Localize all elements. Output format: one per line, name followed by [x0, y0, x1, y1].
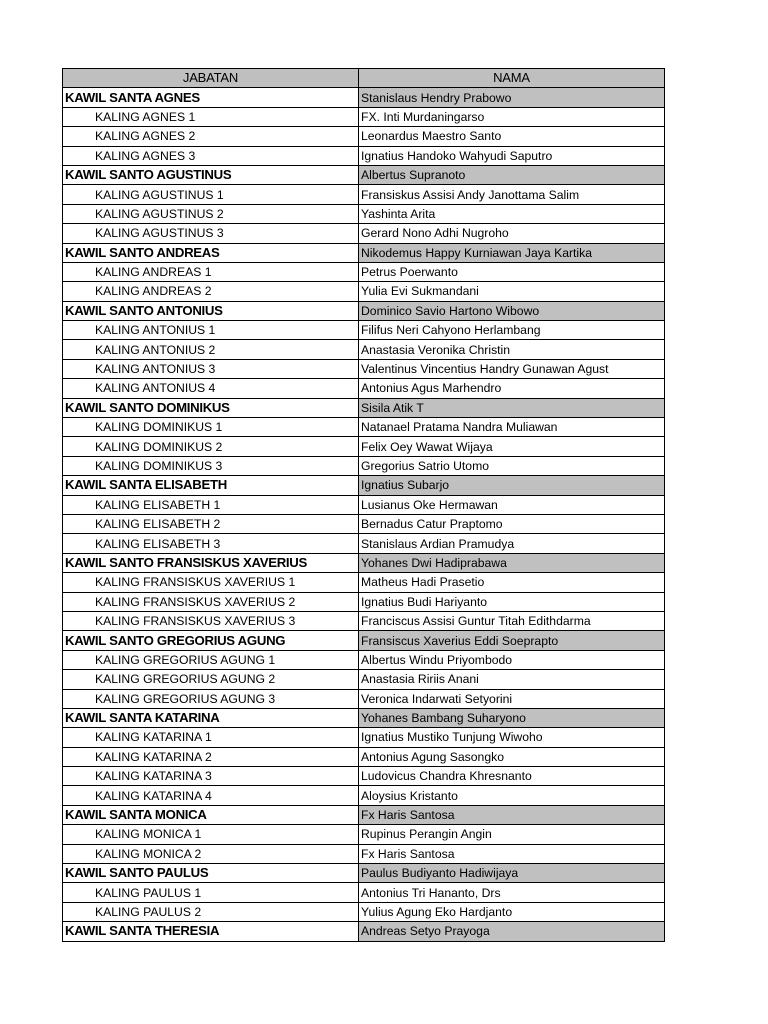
jabatan-cell: KAWIL SANTA THERESIA — [63, 922, 359, 941]
nama-cell: Fx Haris Santosa — [359, 844, 665, 863]
jabatan-cell: KAWIL SANTO FRANSISKUS XAVERIUS — [63, 553, 359, 572]
nama-cell: Gerard Nono Adhi Nugroho — [359, 224, 665, 243]
jabatan-cell: KAWIL SANTA ELISABETH — [63, 476, 359, 495]
nama-cell: FX. Inti Murdaningarso — [359, 107, 665, 126]
jabatan-cell: KAWIL SANTO PAULUS — [63, 864, 359, 883]
kaling-row — [63, 107, 665, 126]
nama-cell: Nikodemus Happy Kurniawan Jaya Kartika — [359, 243, 665, 262]
nama-cell: Franciscus Assisi Guntur Titah Edithdarma — [359, 611, 665, 630]
kawil-row — [63, 243, 665, 262]
kaling-row — [63, 437, 665, 456]
kaling-row — [63, 495, 665, 514]
nama-cell: Veronica Indarwati Setyorini — [359, 689, 665, 708]
nama-cell: Fx Haris Santosa — [359, 805, 665, 824]
column-header-jabatan: JABATAN — [63, 69, 359, 88]
kawil-row — [63, 805, 665, 824]
jabatan-cell: KALING GREGORIUS AGUNG 3 — [63, 689, 359, 708]
jabatan-cell: KAWIL SANTO ANTONIUS — [63, 301, 359, 320]
jabatan-cell: KALING ANDREAS 2 — [63, 282, 359, 301]
kaling-row — [63, 456, 665, 475]
kaling-row — [63, 689, 665, 708]
nama-cell: Albertus Supranoto — [359, 165, 665, 184]
kaling-row — [63, 786, 665, 805]
kawil-row — [63, 476, 665, 495]
nama-cell: Rupinus Perangin Angin — [359, 825, 665, 844]
nama-cell: Ignatius Handoko Wahyudi Saputro — [359, 146, 665, 165]
nama-cell: Felix Oey Wawat Wijaya — [359, 437, 665, 456]
nama-cell: Yohanes Dwi Hadiprabawa — [359, 553, 665, 572]
jabatan-cell: KALING DOMINIKUS 2 — [63, 437, 359, 456]
jabatan-cell: KALING ELISABETH 1 — [63, 495, 359, 514]
kaling-row — [63, 379, 665, 398]
jabatan-cell: KALING ANDREAS 1 — [63, 262, 359, 281]
nama-cell: Anastasia Veronika Christin — [359, 340, 665, 359]
jabatan-cell: KAWIL SANTO DOMINIKUS — [63, 398, 359, 417]
kaling-row — [63, 185, 665, 204]
jabatan-cell: KALING KATARINA 2 — [63, 747, 359, 766]
kaling-row — [63, 825, 665, 844]
nama-cell: Matheus Hadi Prasetio — [359, 573, 665, 592]
kaling-row — [63, 883, 665, 902]
nama-cell: Yohanes Bambang Suharyono — [359, 708, 665, 727]
jabatan-cell: KALING KATARINA 4 — [63, 786, 359, 805]
kaling-row — [63, 359, 665, 378]
nama-cell: Stanislaus Ardian Pramudya — [359, 534, 665, 553]
kaling-row — [63, 592, 665, 611]
kawil-row — [63, 922, 665, 941]
roster-table — [62, 68, 665, 942]
kawil-row — [63, 631, 665, 650]
kaling-row — [63, 573, 665, 592]
jabatan-cell: KALING ELISABETH 2 — [63, 514, 359, 533]
nama-cell: Fransiskus Assisi Andy Janottama Salim — [359, 185, 665, 204]
kaling-row — [63, 127, 665, 146]
roster-body — [63, 88, 665, 941]
nama-cell: Anastasia Ririis Anani — [359, 670, 665, 689]
nama-cell: Aloysius Kristanto — [359, 786, 665, 805]
jabatan-cell: KALING ANTONIUS 2 — [63, 340, 359, 359]
kaling-row — [63, 611, 665, 630]
nama-cell: Petrus Poerwanto — [359, 262, 665, 281]
nama-cell: Stanislaus Hendry Prabowo — [359, 88, 665, 107]
kawil-row — [63, 553, 665, 572]
nama-cell: Yashinta Arita — [359, 204, 665, 223]
roster-sheet — [62, 68, 664, 942]
kaling-row — [63, 728, 665, 747]
jabatan-cell: KALING ELISABETH 3 — [63, 534, 359, 553]
jabatan-cell: KALING DOMINIKUS 3 — [63, 456, 359, 475]
kawil-row — [63, 864, 665, 883]
jabatan-cell: KALING AGNES 2 — [63, 127, 359, 146]
nama-cell: Antonius Tri Hananto, Drs — [359, 883, 665, 902]
kaling-row — [63, 670, 665, 689]
jabatan-cell: KALING AGUSTINUS 1 — [63, 185, 359, 204]
nama-cell: Lusianus Oke Hermawan — [359, 495, 665, 514]
jabatan-cell: KALING AGUSTINUS 3 — [63, 224, 359, 243]
nama-cell: Leonardus Maestro Santo — [359, 127, 665, 146]
jabatan-cell: KAWIL SANTA MONICA — [63, 805, 359, 824]
jabatan-cell: KALING ANTONIUS 1 — [63, 321, 359, 340]
nama-cell: Valentinus Vincentius Handry Gunawan Agust — [359, 359, 665, 378]
nama-cell: Antonius Agung Sasongko — [359, 747, 665, 766]
nama-cell: Gregorius Satrio Utomo — [359, 456, 665, 475]
kaling-row — [63, 224, 665, 243]
kawil-row — [63, 165, 665, 184]
kaling-row — [63, 340, 665, 359]
jabatan-cell: KALING ANTONIUS 4 — [63, 379, 359, 398]
jabatan-cell: KALING FRANSISKUS XAVERIUS 1 — [63, 573, 359, 592]
jabatan-cell: KALING FRANSISKUS XAVERIUS 3 — [63, 611, 359, 630]
jabatan-cell: KALING PAULUS 1 — [63, 883, 359, 902]
jabatan-cell: KALING ANTONIUS 3 — [63, 359, 359, 378]
kaling-row — [63, 844, 665, 863]
jabatan-cell: KALING DOMINIKUS 1 — [63, 418, 359, 437]
kaling-row — [63, 146, 665, 165]
jabatan-cell: KALING GREGORIUS AGUNG 1 — [63, 650, 359, 669]
kaling-row — [63, 650, 665, 669]
nama-cell: Paulus Budiyanto Hadiwijaya — [359, 864, 665, 883]
kaling-row — [63, 418, 665, 437]
jabatan-cell: KAWIL SANTO GREGORIUS AGUNG — [63, 631, 359, 650]
kaling-row — [63, 282, 665, 301]
jabatan-cell: KALING MONICA 2 — [63, 844, 359, 863]
kaling-row — [63, 321, 665, 340]
nama-cell: Ludovicus Chandra Khresnanto — [359, 767, 665, 786]
nama-cell: Ignatius Subarjo — [359, 476, 665, 495]
jabatan-cell: KAWIL SANTA AGNES — [63, 88, 359, 107]
jabatan-cell: KALING KATARINA 1 — [63, 728, 359, 747]
jabatan-cell: KAWIL SANTA KATARINA — [63, 708, 359, 727]
jabatan-cell: KALING PAULUS 2 — [63, 902, 359, 921]
jabatan-cell: KALING FRANSISKUS XAVERIUS 2 — [63, 592, 359, 611]
jabatan-cell: KALING MONICA 1 — [63, 825, 359, 844]
nama-cell: Yulia Evi Sukmandani — [359, 282, 665, 301]
nama-cell: Dominico Savio Hartono Wibowo — [359, 301, 665, 320]
jabatan-cell: KALING AGNES 3 — [63, 146, 359, 165]
kaling-row — [63, 747, 665, 766]
kawil-row — [63, 301, 665, 320]
kaling-row — [63, 902, 665, 921]
jabatan-cell: KAWIL SANTO ANDREAS — [63, 243, 359, 262]
jabatan-cell: KALING KATARINA 3 — [63, 767, 359, 786]
column-header-nama: NAMA — [359, 69, 665, 88]
kaling-row — [63, 262, 665, 281]
nama-cell: Ignatius Mustiko Tunjung Wiwoho — [359, 728, 665, 747]
kaling-row — [63, 534, 665, 553]
kaling-row — [63, 204, 665, 223]
kaling-row — [63, 767, 665, 786]
nama-cell: Filifus Neri Cahyono Herlambang — [359, 321, 665, 340]
nama-cell: Fransiscus Xaverius Eddi Soeprapto — [359, 631, 665, 650]
kawil-row — [63, 88, 665, 107]
jabatan-cell: KALING GREGORIUS AGUNG 2 — [63, 670, 359, 689]
nama-cell: Andreas Setyo Prayoga — [359, 922, 665, 941]
nama-cell: Natanael Pratama Nandra Muliawan — [359, 418, 665, 437]
nama-cell: Bernadus Catur Praptomo — [359, 514, 665, 533]
nama-cell: Sisila Atik T — [359, 398, 665, 417]
nama-cell: Antonius Agus Marhendro — [359, 379, 665, 398]
nama-cell: Albertus Windu Priyombodo — [359, 650, 665, 669]
nama-cell: Ignatius Budi Hariyanto — [359, 592, 665, 611]
jabatan-cell: KALING AGNES 1 — [63, 107, 359, 126]
kawil-row — [63, 398, 665, 417]
header-row — [63, 69, 665, 88]
jabatan-cell: KALING AGUSTINUS 2 — [63, 204, 359, 223]
kaling-row — [63, 514, 665, 533]
kawil-row — [63, 708, 665, 727]
jabatan-cell: KAWIL SANTO AGUSTINUS — [63, 165, 359, 184]
nama-cell: Yulius Agung Eko Hardjanto — [359, 902, 665, 921]
